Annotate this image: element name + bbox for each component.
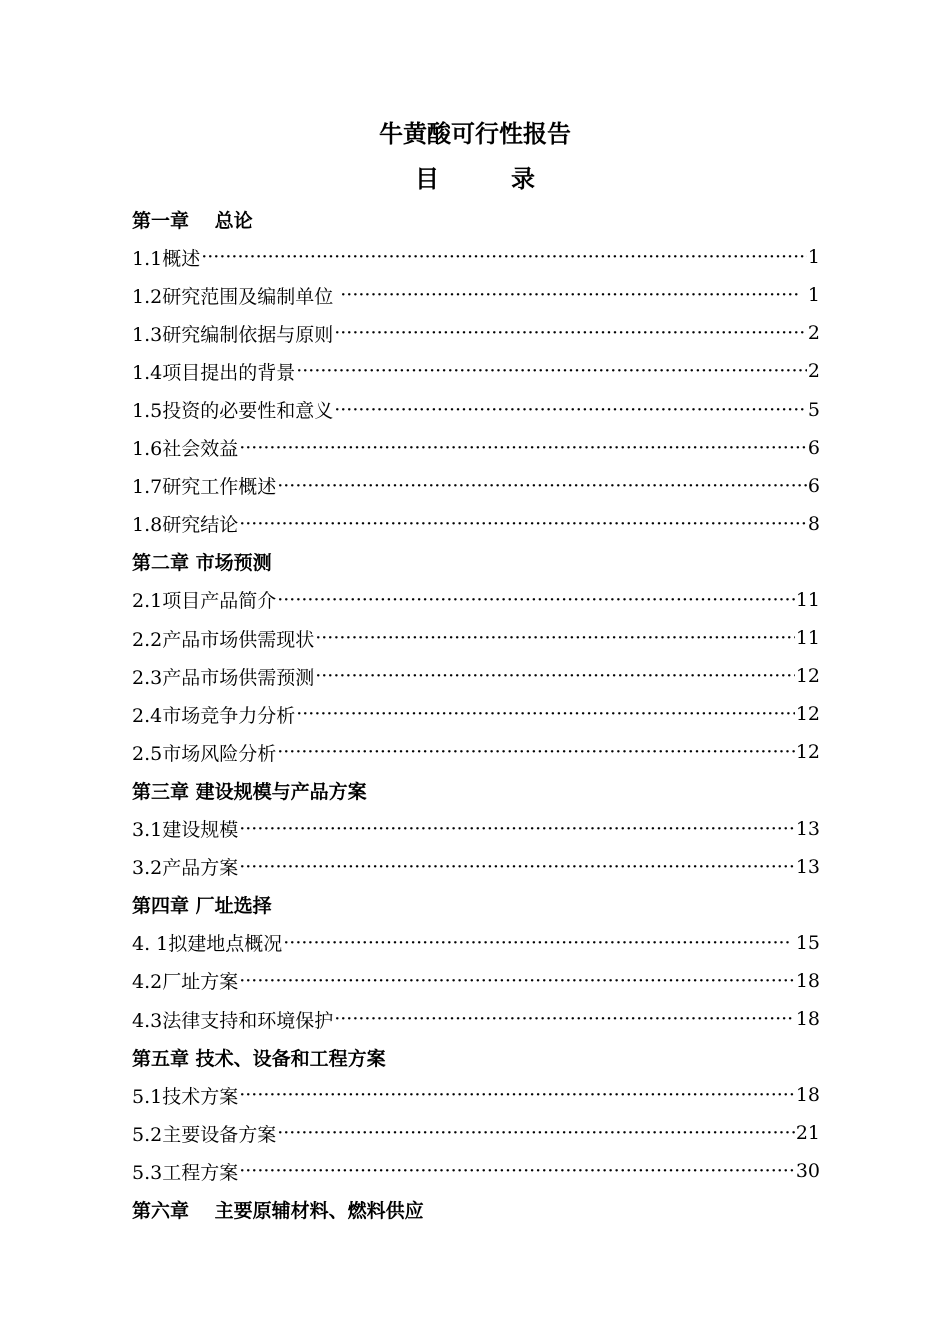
toc-entry <box>132 619 820 657</box>
dot-leader <box>239 1160 795 1182</box>
toc-entry <box>132 962 820 1000</box>
dot-leader <box>239 437 807 459</box>
dot-leader <box>334 399 807 421</box>
document-title: 牛黄酸可行性报告 <box>379 120 571 148</box>
entry-label: 4.3法律支持和环境保护 <box>132 1009 334 1032</box>
entry-label: 1.3研究编制依据与原则 <box>132 323 334 346</box>
entry-label: 2.3产品市场供需预测 <box>132 666 315 689</box>
entry-page-number: 6 <box>807 474 820 497</box>
toc-entry <box>132 924 820 962</box>
dot-leader <box>239 970 795 992</box>
entry-label: 1.5投资的必要性和意义 <box>132 400 334 423</box>
chapter-label: 第二章 市场预测 <box>132 552 272 575</box>
dot-leader <box>277 741 795 763</box>
entry-page-number: 6 <box>807 436 820 459</box>
entry-label: 1.8研究结论 <box>132 514 239 537</box>
entry-label: 2.5市场风险分析 <box>132 742 277 765</box>
toc-entry <box>132 314 820 352</box>
table-of-contents <box>132 200 820 1229</box>
dot-leader <box>334 322 807 344</box>
toc-chapter-heading <box>132 771 820 809</box>
entry-page-number: 13 <box>795 855 820 878</box>
dot-leader <box>239 1084 795 1106</box>
entry-page-number: 13 <box>795 817 820 840</box>
entry-page-number: 5 <box>807 398 820 421</box>
entry-page-number: 18 <box>795 1008 820 1031</box>
dot-leader <box>340 284 801 306</box>
dot-leader <box>239 513 807 535</box>
toc-entry <box>132 1076 820 1114</box>
entry-page-number: 1 <box>807 246 820 269</box>
dot-leader <box>277 589 795 611</box>
toc-entry <box>132 848 820 886</box>
entry-label: 1.2研究范围及编制单位 <box>132 285 340 308</box>
dot-leader <box>296 703 795 725</box>
toc-entry <box>132 1000 820 1038</box>
toc-entry <box>132 390 820 428</box>
toc-entry <box>132 695 820 733</box>
dot-leader <box>239 818 795 840</box>
chapter-label: 第五章 技术、设备和工程方案 <box>132 1047 386 1070</box>
entry-page-number: 12 <box>795 741 820 764</box>
chapter-label: 第六章 主要原辅材料、燃料供应 <box>132 1199 424 1222</box>
entry-page-number: 18 <box>795 1084 820 1107</box>
toc-chapter-heading <box>132 200 820 238</box>
toc-entry <box>132 505 820 543</box>
toc-entry <box>132 1152 820 1190</box>
dot-leader <box>201 246 807 268</box>
toc-entry <box>132 467 820 505</box>
toc-chapter-heading <box>132 1190 820 1228</box>
toc-entry <box>132 238 820 276</box>
dot-leader <box>283 932 789 954</box>
toc-entry <box>132 733 820 771</box>
entry-label: 1.4项目提出的背景 <box>132 361 296 384</box>
toc-entry <box>132 352 820 390</box>
entry-label: 2.4市场竞争力分析 <box>132 704 296 727</box>
toc-chapter-heading <box>132 1038 820 1076</box>
entry-label: 5.2主要设备方案 <box>132 1123 277 1146</box>
entry-page-number: 21 <box>795 1122 820 1145</box>
entry-page-number: 15 <box>789 931 820 954</box>
entry-page-number: 30 <box>795 1160 820 1183</box>
dot-leader <box>334 1008 795 1030</box>
chapter-label: 第一章 总论 <box>132 209 253 232</box>
toc-chapter-heading <box>132 886 820 924</box>
entry-label: 5.3工程方案 <box>132 1161 239 1184</box>
entry-page-number: 12 <box>795 665 820 688</box>
toc-entry <box>132 581 820 619</box>
entry-page-number: 1 <box>801 284 820 307</box>
toc-chapter-heading <box>132 543 820 581</box>
dot-leader <box>315 665 795 687</box>
entry-page-number: 18 <box>795 969 820 992</box>
toc-entry <box>132 657 820 695</box>
entry-page-number: 11 <box>795 627 820 650</box>
entry-label: 2.1项目产品简介 <box>132 590 277 613</box>
toc-heading: 目 录 <box>415 165 535 193</box>
chapter-label: 第三章 建设规模与产品方案 <box>132 780 367 803</box>
toc-entry <box>132 276 820 314</box>
entry-page-number: 2 <box>807 322 820 345</box>
entry-label: 1.7研究工作概述 <box>132 476 277 499</box>
toc-entry <box>132 429 820 467</box>
dot-leader <box>315 627 795 649</box>
entry-label: 3.2产品方案 <box>132 857 239 880</box>
toc-entry <box>132 1114 820 1152</box>
entry-label: 4. 1拟建地点概况 <box>132 933 283 956</box>
toc-entry <box>132 810 820 848</box>
dot-leader <box>277 475 807 497</box>
dot-leader <box>239 856 795 878</box>
entry-page-number: 8 <box>807 512 820 535</box>
entry-page-number: 2 <box>807 360 820 383</box>
entry-label: 2.2产品市场供需现状 <box>132 628 315 651</box>
entry-label: 1.6社会效益 <box>132 438 239 461</box>
entry-label: 3.1建设规模 <box>132 819 239 842</box>
entry-label: 5.1技术方案 <box>132 1085 239 1108</box>
entry-label: 1.1概述 <box>132 247 201 270</box>
dot-leader <box>277 1122 795 1144</box>
dot-leader <box>296 360 807 382</box>
entry-page-number: 12 <box>795 703 820 726</box>
chapter-label: 第四章 厂址选择 <box>132 895 272 918</box>
entry-label: 4.2厂址方案 <box>132 971 239 994</box>
entry-page-number: 11 <box>795 588 820 611</box>
